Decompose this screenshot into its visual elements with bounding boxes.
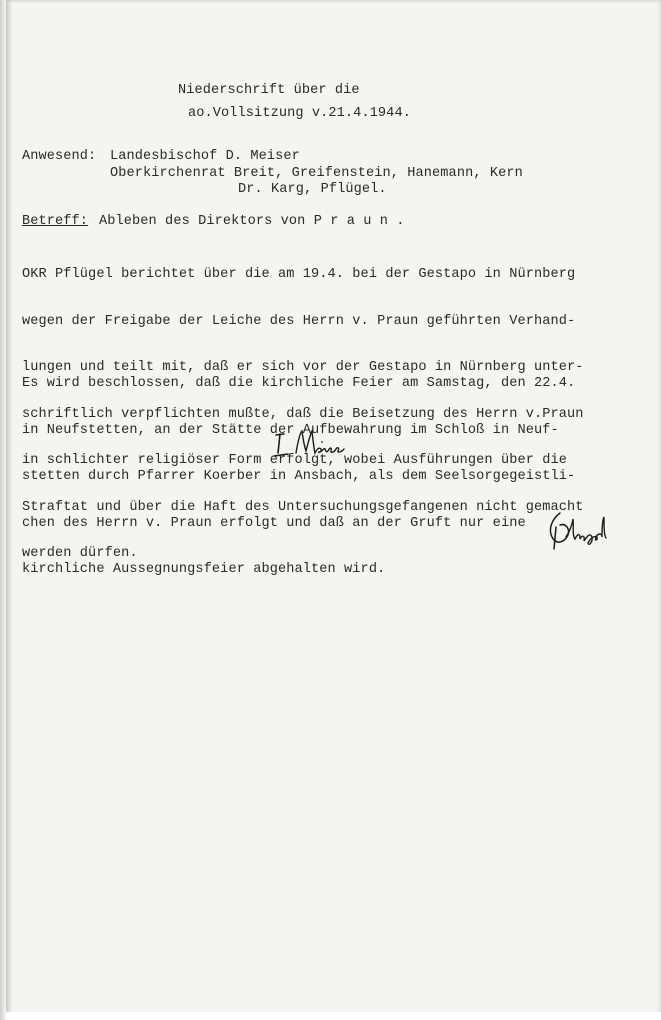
paragraph-1-line: Straftat und über die Haft des Untersuchungsgefangenen nicht gemacht [22, 499, 584, 515]
paragraph-2-line: in Neufstetten, an der Stätte der Aufbewahrung im Schloß in Neuf- [22, 422, 559, 438]
paragraph-1-line: in schlichter religiöser Form erfolgt, wobei Ausführungen über die [22, 453, 567, 468]
attendees-line1: Landesbischof D. Meiser [110, 149, 300, 164]
paragraph-2-line: chen des Herrn v. Praun erfolgt und daß an der Gruft nur eine [22, 515, 526, 531]
signature-meiser [270, 423, 370, 468]
paragraph-2 [22, 345, 575, 593]
subject-label: Betreff: [22, 214, 89, 229]
signature-pfluegel [542, 505, 622, 555]
document-title-line2: ao.Vollsitzung v.21.4.1944. [188, 106, 411, 121]
paragraph-1-line: schriftlich verpflichten mußte, daß die Beisetzung des Herrn v.Praun [22, 406, 584, 422]
subject-text: Ableben des Direktors von P r a u n . [99, 214, 405, 229]
paragraph-2-line: Es wird beschlossen, daß die kirchliche Feier am Samstag, den 22.4. [22, 376, 576, 391]
document-title-line1: Niederschrift über die [178, 83, 360, 98]
page-bottom-edge [6, 1012, 661, 1020]
paragraph-1-line: werden dürfen. [22, 546, 138, 561]
paragraph-1-line: OKR Pflügel berichtet über die am 19.4. bei der Gestapo in Nürnberg [22, 267, 576, 282]
paragraph-1-line: lungen und teilt mit, daß er sich vor der Gestapo in Nürnberg unter- [22, 360, 584, 375]
paragraph-1-line: wegen der Freigabe der Leiche des Herrn v. Praun geführten Verhand- [22, 313, 576, 329]
attendees-line2: Oberkirchenrat Breit, Greifenstein, Hanemann, Kern [110, 166, 523, 181]
paragraph-2-line: stetten durch Pfarrer Koerber in Ansbach, als dem Seelsorgegeistli- [22, 469, 576, 484]
attendees-label: Anwesend: [22, 149, 97, 164]
paragraph-2-line: kirchliche Aussegnungsfeier abgehalten wird. [22, 562, 386, 577]
attendees-line3: Dr. Karg, Pflügel. [238, 182, 387, 197]
